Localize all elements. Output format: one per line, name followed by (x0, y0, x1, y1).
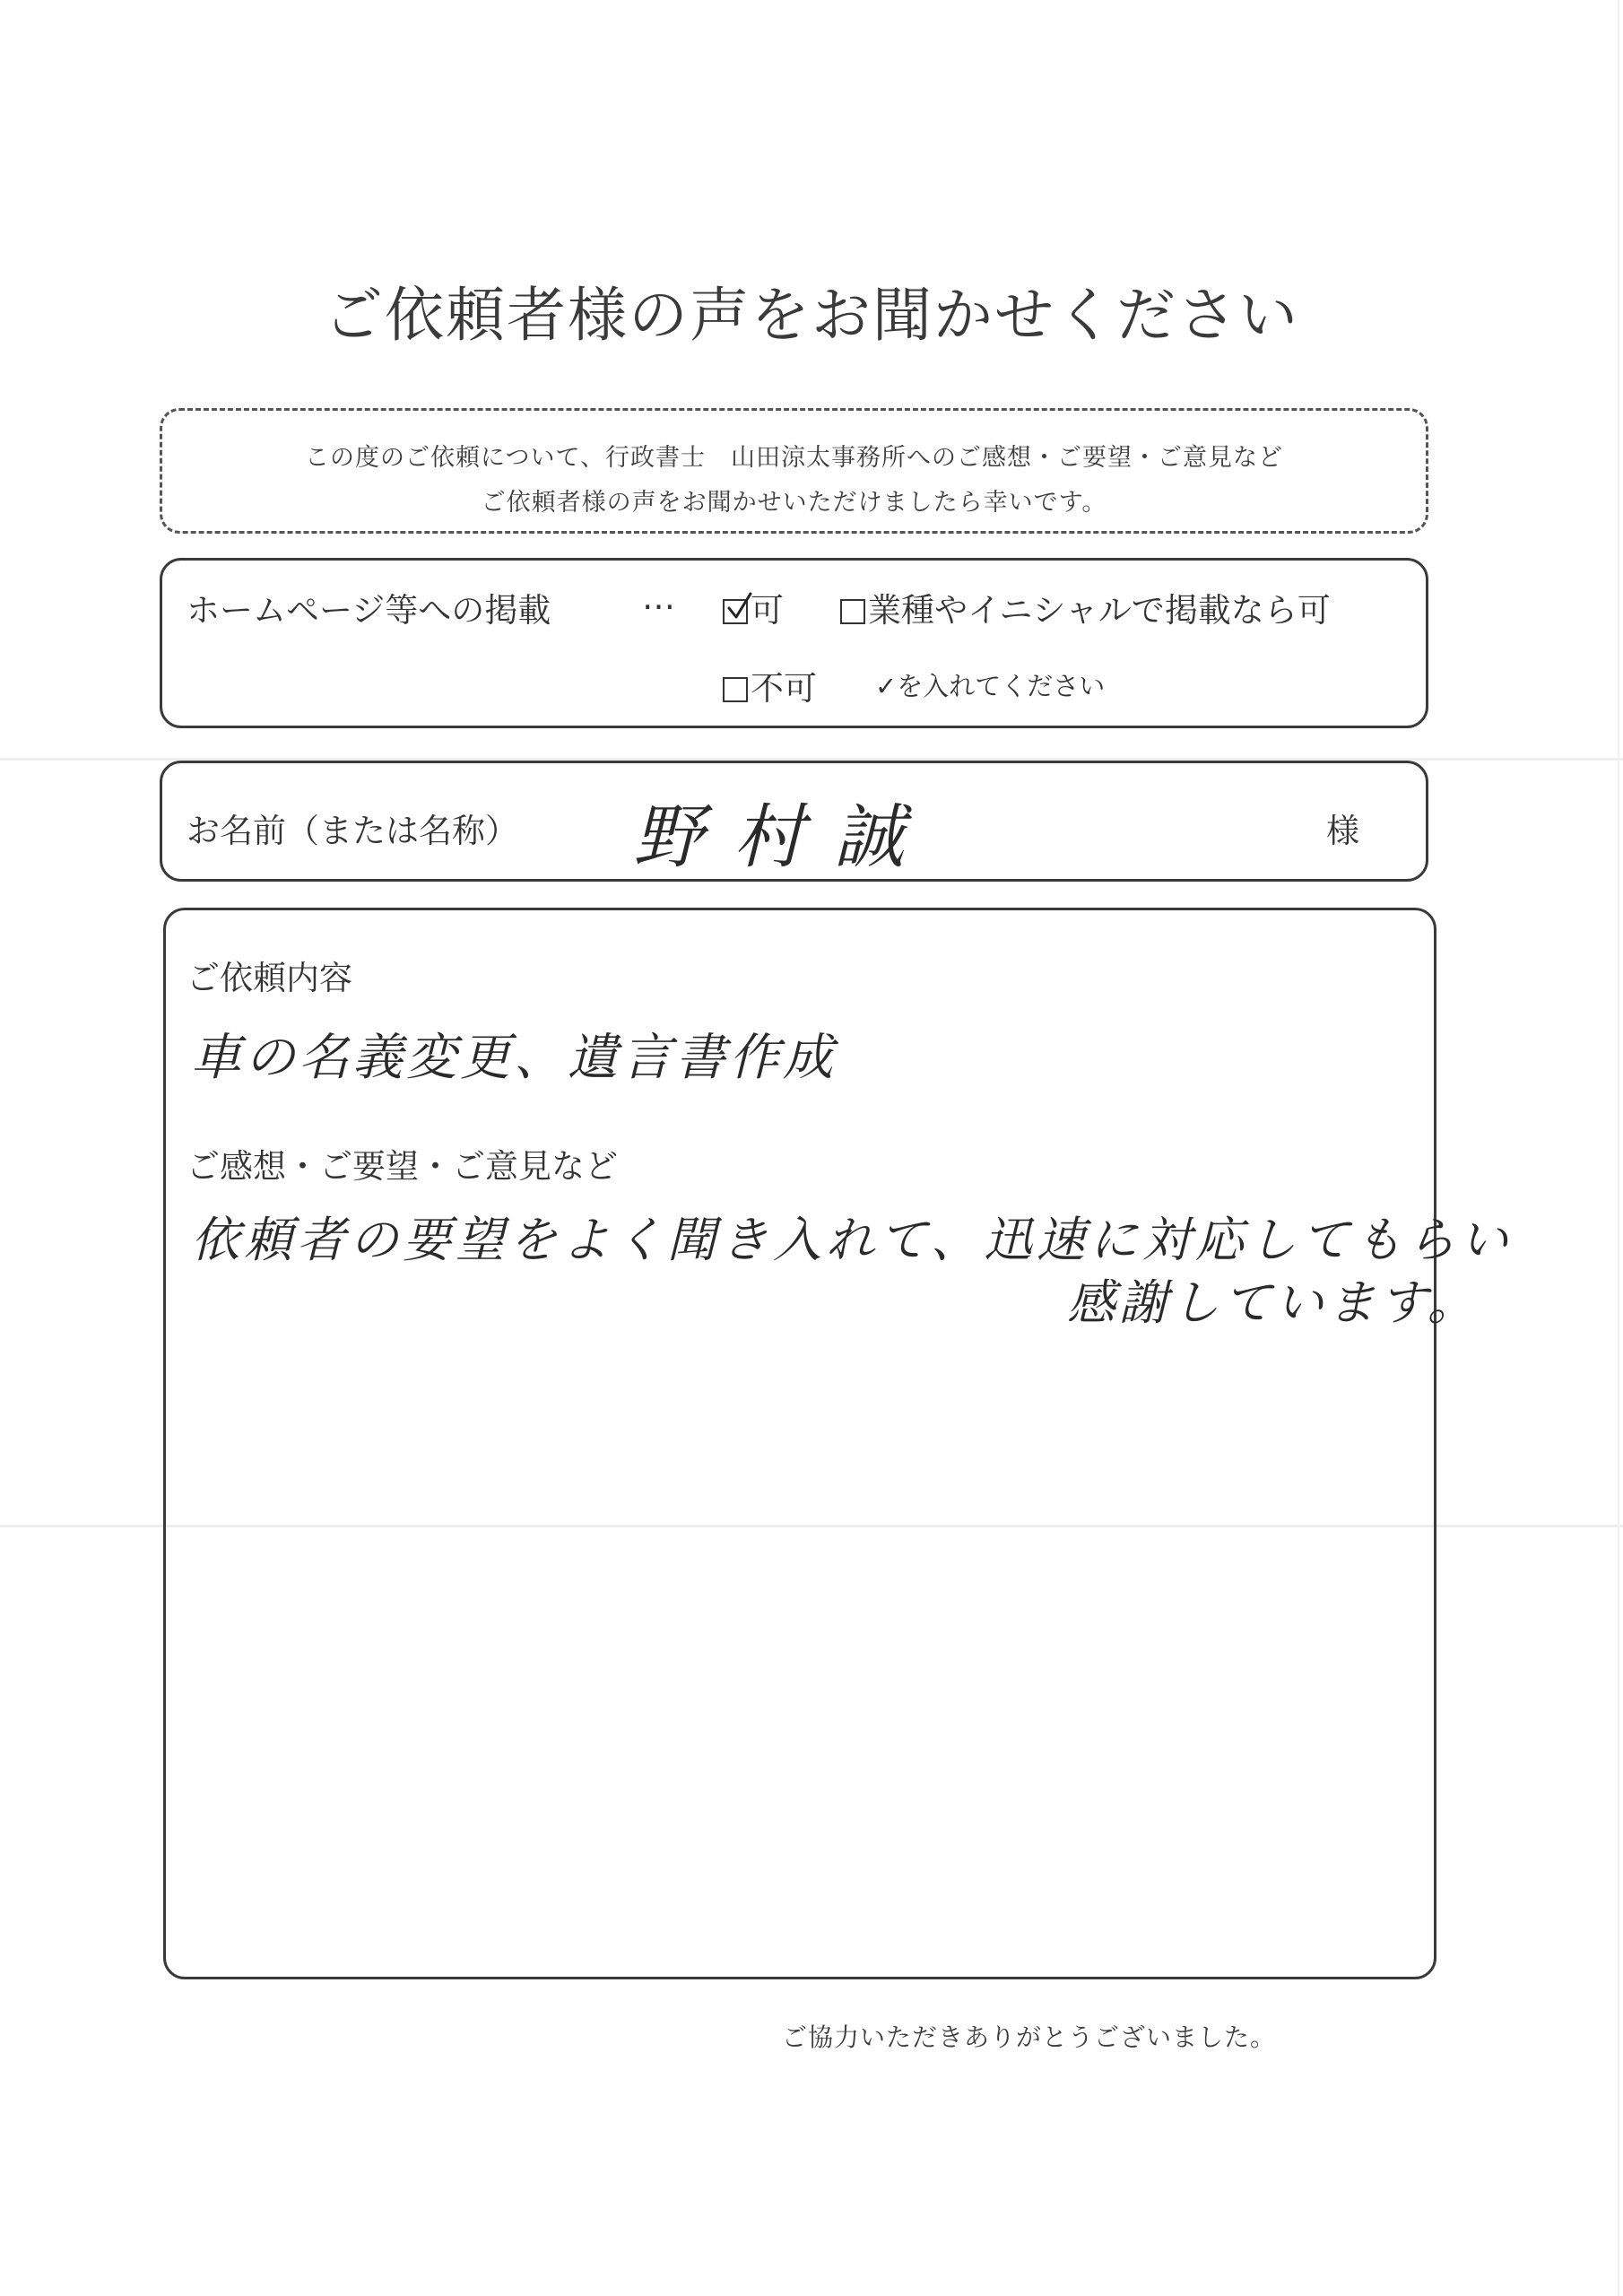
check-mark-icon (726, 590, 753, 622)
feedback-label: ご感想・ご要望・ご意見など (187, 1147, 618, 1186)
checkbox-not-allowed[interactable] (723, 677, 748, 702)
option-not-allowed[interactable] (723, 661, 817, 709)
checkbox-allowed-with-initials[interactable] (840, 599, 865, 624)
checkbox-allowed[interactable] (723, 599, 748, 624)
name-handwritten-value: 野村誠 (633, 797, 935, 878)
closing-message: ご協力いただきありがとうございました。 (782, 2022, 1277, 2052)
option-not-allowed-label: 不可 (751, 669, 817, 708)
publication-consent-box (160, 558, 1428, 728)
intro-box (160, 408, 1428, 534)
intro-text-line: この度のご依頼について、行政書士 山田涼太事務所へのご感想・ご要望・ご意見など (305, 444, 1283, 472)
request-content-label: ご依頼内容 (187, 959, 352, 997)
option-allowed-label: 可 (751, 591, 784, 630)
feedback-box (163, 908, 1513, 1979)
request-content-value: 車の名義変更、遺言書作成 (191, 1029, 837, 1087)
publication-consent-label: ホームページ等への掲載 (187, 591, 551, 630)
option-allowed[interactable] (723, 583, 784, 631)
ellipsis: … (642, 578, 675, 617)
feedback-text-line: 感謝しています。 (1067, 1274, 1480, 1331)
name-suffix: 様 (1326, 812, 1359, 850)
name-box (160, 761, 1428, 882)
option-allowed-with-initials-label: 業種やイニシャルで掲載なら可 (868, 591, 1331, 630)
page-title: ご依頼者様の声をお聞かせください (324, 281, 1299, 350)
intro-text-line: ご依頼者様の声をお聞かせいただけましたら幸いです。 (481, 489, 1107, 517)
option-allowed-with-initials[interactable] (840, 583, 1331, 631)
feedback-text-line: 依頼者の要望をよく聞き入れて、迅速に対応してもらい (191, 1212, 1513, 1268)
check-instruction: ✓を入れてください (875, 671, 1106, 701)
name-label: お名前（または名称） (187, 812, 518, 850)
